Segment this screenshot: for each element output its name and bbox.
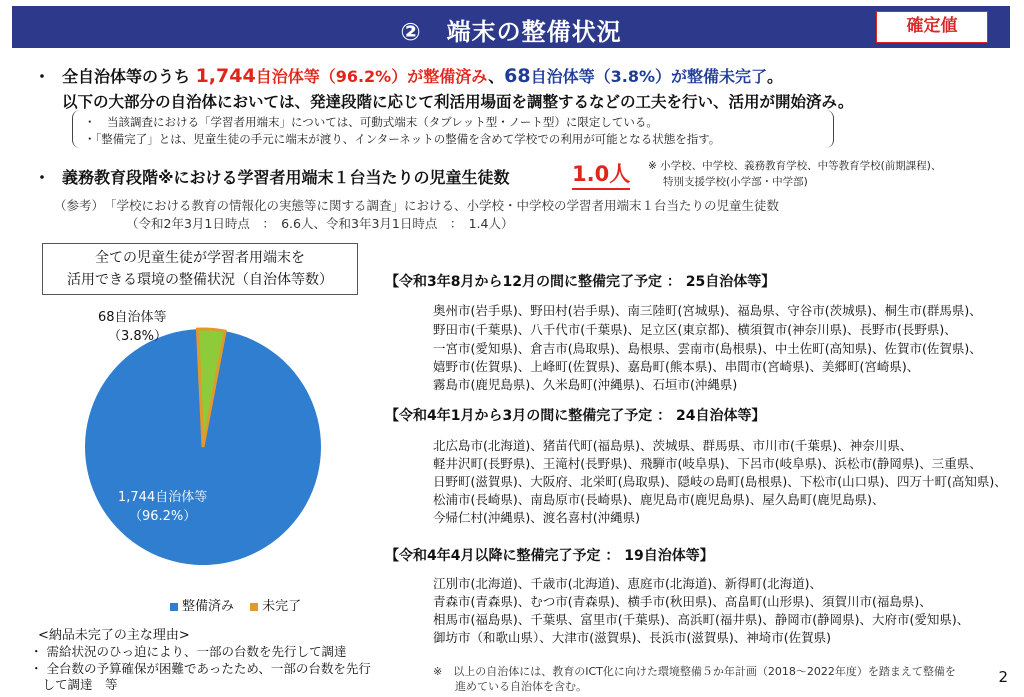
reference-values: （令和2年3月1日時点 ： 6.6人、令和3年3月1日時点 ： 1.4人）	[126, 216, 514, 231]
schedule-heading-2021: 【令和3年8月から12月の間に整備完了予定 ： 25自治体等】	[385, 274, 776, 290]
reasons-heading: <納品未完了の主な理由>	[38, 628, 190, 643]
legend-label-completed: 整備済み	[182, 599, 235, 614]
summary-line-1	[62, 64, 783, 87]
municipality-line: 一宮市(愛知県)、倉吉市(鳥取県)、島根県、雲南市(島根県)、中土佐町(高知県)、佐賀市(佐賀県)、	[433, 341, 982, 356]
students-per-device-label: 義務教育段階※における学習者用端末１台当たりの児童生徒数	[62, 168, 510, 187]
municipality-line: 軽井沢町(長野県)、王滝村(長野県)、飛騨市(岐阜県)、下呂市(岐阜県)、浜松市(静岡県)、三重県、	[433, 456, 982, 471]
municipality-line: 日野町(滋賀県)、大阪府、北栄町(鳥取県)、隠岐の島町(島根県)、下松市(山口県)、四万十町(高知県)、	[433, 474, 1007, 489]
reason-item: ・ 全台数の予算確保が困難であったため、一部の台数を先行	[30, 661, 371, 676]
municipality-line: 松浦市(長崎県)、南島原市(長崎県)、鹿児島市(鹿児島県)、屋久島町(鹿児島県)、	[433, 492, 885, 507]
confirmed-badge: 確定値	[876, 11, 988, 43]
municipality-line: 霧島市(鹿児島県)、久米島町(沖縄県)、石垣市(沖縄県)	[433, 377, 738, 392]
summary-text: 全自治体等のうち	[62, 67, 196, 86]
reason-item-continued: して調達 等	[30, 677, 118, 692]
incomplete-text: 自治体等（3.8%）が整備未完了	[530, 67, 768, 86]
legend-swatch-completed	[170, 603, 178, 611]
municipality-line: 青森市(青森県)、むつ市(青森県)、横手市(秋田県)、高畠町(山形県)、須賀川市(福島県)、	[433, 594, 932, 609]
footnote: ※ 以上の自治体には、教育のICT化に向けた環境整備５か年計画（2018～2022年度）を踏まえて整備を	[433, 665, 956, 678]
schedule-heading-2022-q2: 【令和4年4月以降に整備完了予定 ： 19自治体等】	[385, 548, 714, 564]
municipality-line: 野田市(千葉県)、八千代市(千葉県)、足立区(東京都)、横須賀市(神奈川県)、長野市(長野県)、	[433, 322, 957, 337]
school-scope-note: ※ 小学校、中学校、義務教育学校、中等教育学校(前期課程)、	[648, 160, 942, 172]
students-per-device-value: 1.0人	[572, 158, 630, 190]
incomplete-count: 68	[504, 65, 531, 87]
municipality-line: 奥州市(岩手県)、野田村(岩手県)、南三陸町(宮城県)、福島県、守谷市(茨城県)、桐生市(群馬県)、	[433, 303, 982, 318]
page-title: ② 端末の整備状況	[400, 18, 622, 46]
incomplete-slice-label	[98, 306, 167, 344]
bullet-2: ・	[34, 168, 51, 187]
completed-slice-percent: （96.2%）	[128, 509, 197, 524]
incomplete-slice-percent: （3.8%）	[108, 329, 168, 344]
completed-slice-label	[118, 486, 207, 524]
incomplete-slice-count: 68自治体等	[98, 310, 167, 325]
completed-text: 自治体等（96.2%）が整備済み	[255, 67, 489, 86]
pie-chart	[83, 327, 323, 567]
chart-title	[42, 243, 358, 295]
municipality-line: 御坊市（和歌山県）、大津市(滋賀県)、長浜市(滋賀県)、神埼市(佐賀県)	[433, 630, 832, 645]
title-banner	[12, 6, 1010, 48]
reason-item: ・ 需給状況のひっ迫により、一部の台数を先行して調達	[30, 644, 347, 659]
note-terminal-definition: ・ 当該調査における「学習者用端末」については、可動式端末（タブレット型・ノート型）に限定している。	[84, 115, 658, 129]
municipality-line: 今帰仁村(沖縄県)、渡名喜村(沖縄県)	[433, 510, 641, 525]
chart-title-line-2: 活用できる環境の整備状況（自治体等数）	[67, 272, 333, 288]
legend-label-incomplete: 未完了	[262, 599, 302, 614]
summary-text: 、	[488, 67, 505, 86]
summary-text: 。	[767, 67, 784, 86]
schedule-heading-2022-q1: 【令和4年1月から3月の間に整備完了予定 ： 24自治体等】	[385, 408, 766, 424]
completed-slice-count: 1,744自治体等	[118, 490, 208, 505]
reference-note: （参考） 「学校における教育の情報化の実態等に関する調査」における、小学校・中学校の学習者用端末１台当たりの児童生徒数	[54, 198, 780, 213]
chart-title-line-1: 全ての児童生徒が学習者用端末を	[95, 250, 305, 266]
summary-line-2: 以下の大部分の自治体においては、発達段階に応じて利活用場面を調整するなどの工夫を行い、活用が開始済み。	[62, 93, 854, 111]
municipality-line: 嬉野市(佐賀県)、上峰町(佐賀県)、嘉島町(熊本県)、串間市(宮崎県)、美郷町(宮崎県)、	[433, 359, 920, 374]
municipality-line: 相馬市(福島県)、千葉県、富里市(千葉県)、高浜町(福井県)、静岡市(静岡県)、大府市(愛知県)、	[433, 612, 970, 627]
page-number: 2	[998, 668, 1008, 686]
municipality-line: 江別市(北海道)、千歳市(北海道)、恵庭市(北海道)、新得町(北海道)、	[433, 576, 823, 591]
school-scope-note-2: 特別支援学校(小学部・中学部)	[663, 176, 808, 188]
legend-swatch-incomplete	[250, 603, 258, 611]
bullet-1: ・	[34, 67, 51, 86]
note-completion-definition: ・「整備完了」とは、児童生徒の手元に端末が渡り、インターネットの整備を含めて学校での利用が可能となる状態を指す。	[84, 132, 721, 146]
municipality-line: 北広島市(北海道)、猪苗代町(福島県)、茨城県、群馬県、市川市(千葉県)、神奈川県、	[433, 438, 913, 453]
footnote-continued: 進めている自治体を含む。	[455, 680, 587, 693]
completed-count: 1,744	[195, 65, 256, 87]
chart-legend	[170, 595, 301, 614]
